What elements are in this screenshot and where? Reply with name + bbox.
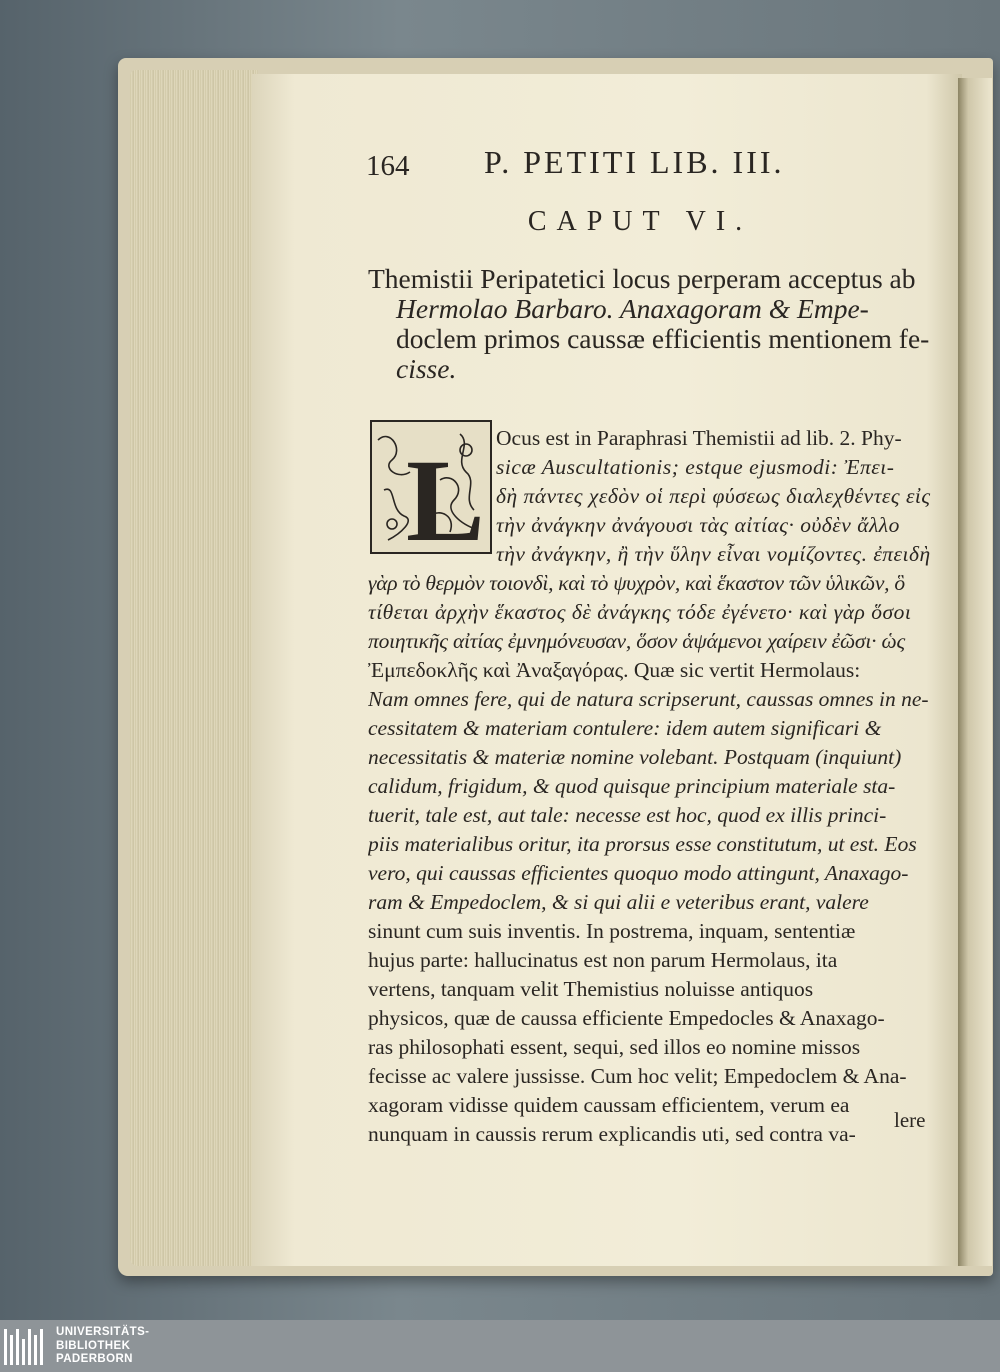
summary-line: Hermolao Barbaro. Anaxagoram & Empe- bbox=[396, 293, 869, 324]
running-head-title: P. PETITI LIB. III. bbox=[484, 144, 785, 180]
text-line: Ἐμπεδοκλῆς καὶ Ἀναξαγόρας. Quæ sic vertit Hermolaus: bbox=[368, 658, 861, 682]
text-line: nunquam in caussis rerum explicandis uti, sed contra va- bbox=[368, 1122, 856, 1146]
text-line: ras philosophati essent, sequi, sed illos eo nomine missos bbox=[368, 1035, 861, 1059]
text-line: fecisse ac valere jussisse. Cum hoc velit; Empedoclem & Ana- bbox=[368, 1064, 907, 1088]
initial-glyph: L bbox=[406, 435, 485, 554]
first-paragraph-lines bbox=[496, 424, 936, 569]
text-line: xagoram vidisse quidem caussam efficientem, verum ea bbox=[368, 1093, 850, 1117]
text-line: ποιητικῆς αἰτίας ἐμνημόνευσαν, ὅσον ἁψάμενοι χαίρειν ἐῶσι· ὡς bbox=[368, 629, 905, 653]
text-line: sicæ Auscultationis; estque ejusmodi: Ἐπει- bbox=[496, 455, 895, 479]
text-line: tuerit, tale est, aut tale: necesse est hoc, quod ex illis princi- bbox=[368, 803, 887, 827]
text-line: piis materialibus oritur, ita prorsus esse constitutum, ut est. Eos bbox=[368, 832, 917, 856]
body-text bbox=[368, 569, 936, 1149]
running-head bbox=[366, 142, 886, 188]
text-line: Nam omnes fere, qui de natura scripserunt, caussas omnes in ne- bbox=[368, 687, 929, 711]
catchword: lere bbox=[894, 1108, 926, 1132]
text-line: τίθεται ἀρχὴν ἕκαστος δὲ ἀνάγκης τόδε ἐγένετο· καὶ γὰρ ὅσοι bbox=[368, 600, 912, 624]
text-line: hujus parte: hallucinatus est non parum Hermolaus, ita bbox=[368, 948, 838, 972]
facing-page-gutter bbox=[958, 78, 992, 1266]
text-line: calidum, frigidum, & quod quisque principium materiale sta- bbox=[368, 774, 896, 798]
page-edges bbox=[130, 70, 258, 1266]
library-logo-text: UNIVERSITÄTS- BIBLIOTHEK PADERBORN bbox=[56, 1326, 150, 1365]
page-number: 164 bbox=[366, 150, 410, 182]
library-logo-icon bbox=[2, 1325, 52, 1369]
text-line: δὴ πάντες χεδὸν οἱ περὶ φύσεως διαλεχθέντες εἰς bbox=[496, 484, 931, 508]
text-line: vero, qui caussas efficientes quoquo modo attingunt, Anaxago- bbox=[368, 861, 909, 885]
summary-line: cisse. bbox=[396, 353, 457, 384]
chapter-summary bbox=[368, 264, 940, 384]
text-line: physicos, quæ de caussa efficiente Empedocles & Anaxago- bbox=[368, 1006, 885, 1030]
chapter-heading: CAPUT VI. bbox=[527, 206, 753, 237]
text-line: γὰρ τὸ θερμὸν τοιονδὶ, καὶ τὸ ψυχρὸν, καὶ ἕκαστον τῶν ὑλικῶν, ὃ bbox=[368, 571, 905, 595]
text-line: τὴν ἀνάγκην, ἢ τὴν ὕλην εἶναι νομίζοντες. ἐπειδὴ bbox=[496, 542, 931, 566]
text-line: Ocus est in Paraphrasi Themistii ad lib. 2. Phy- bbox=[496, 426, 902, 450]
text-line: ram & Empedoclem, & si qui alii e veteribus erant, valere bbox=[368, 890, 869, 914]
text-line: vertens, tanquam velit Themistius noluisse antiquos bbox=[368, 977, 814, 1001]
text-line: cessitatem & materiam contulere: idem autem significari & bbox=[368, 716, 882, 740]
text-line: τὴν ἀνάγκην ἀνάγουσι τὰς αἰτίας· οὐδὲν ἄλλο bbox=[496, 513, 900, 537]
summary-line: doclem primos caussæ efficientis mentionem fe- bbox=[396, 323, 930, 354]
summary-line: Themistii Peripatetici locus perperam acceptus ab bbox=[368, 263, 916, 294]
text-line: necessitatis & materiæ nomine volebant. Postquam (inquiunt) bbox=[368, 745, 902, 769]
decorated-initial-letter bbox=[370, 420, 492, 554]
text-line: sinunt cum suis inventis. In postrema, inquam, sententiæ bbox=[368, 919, 856, 943]
